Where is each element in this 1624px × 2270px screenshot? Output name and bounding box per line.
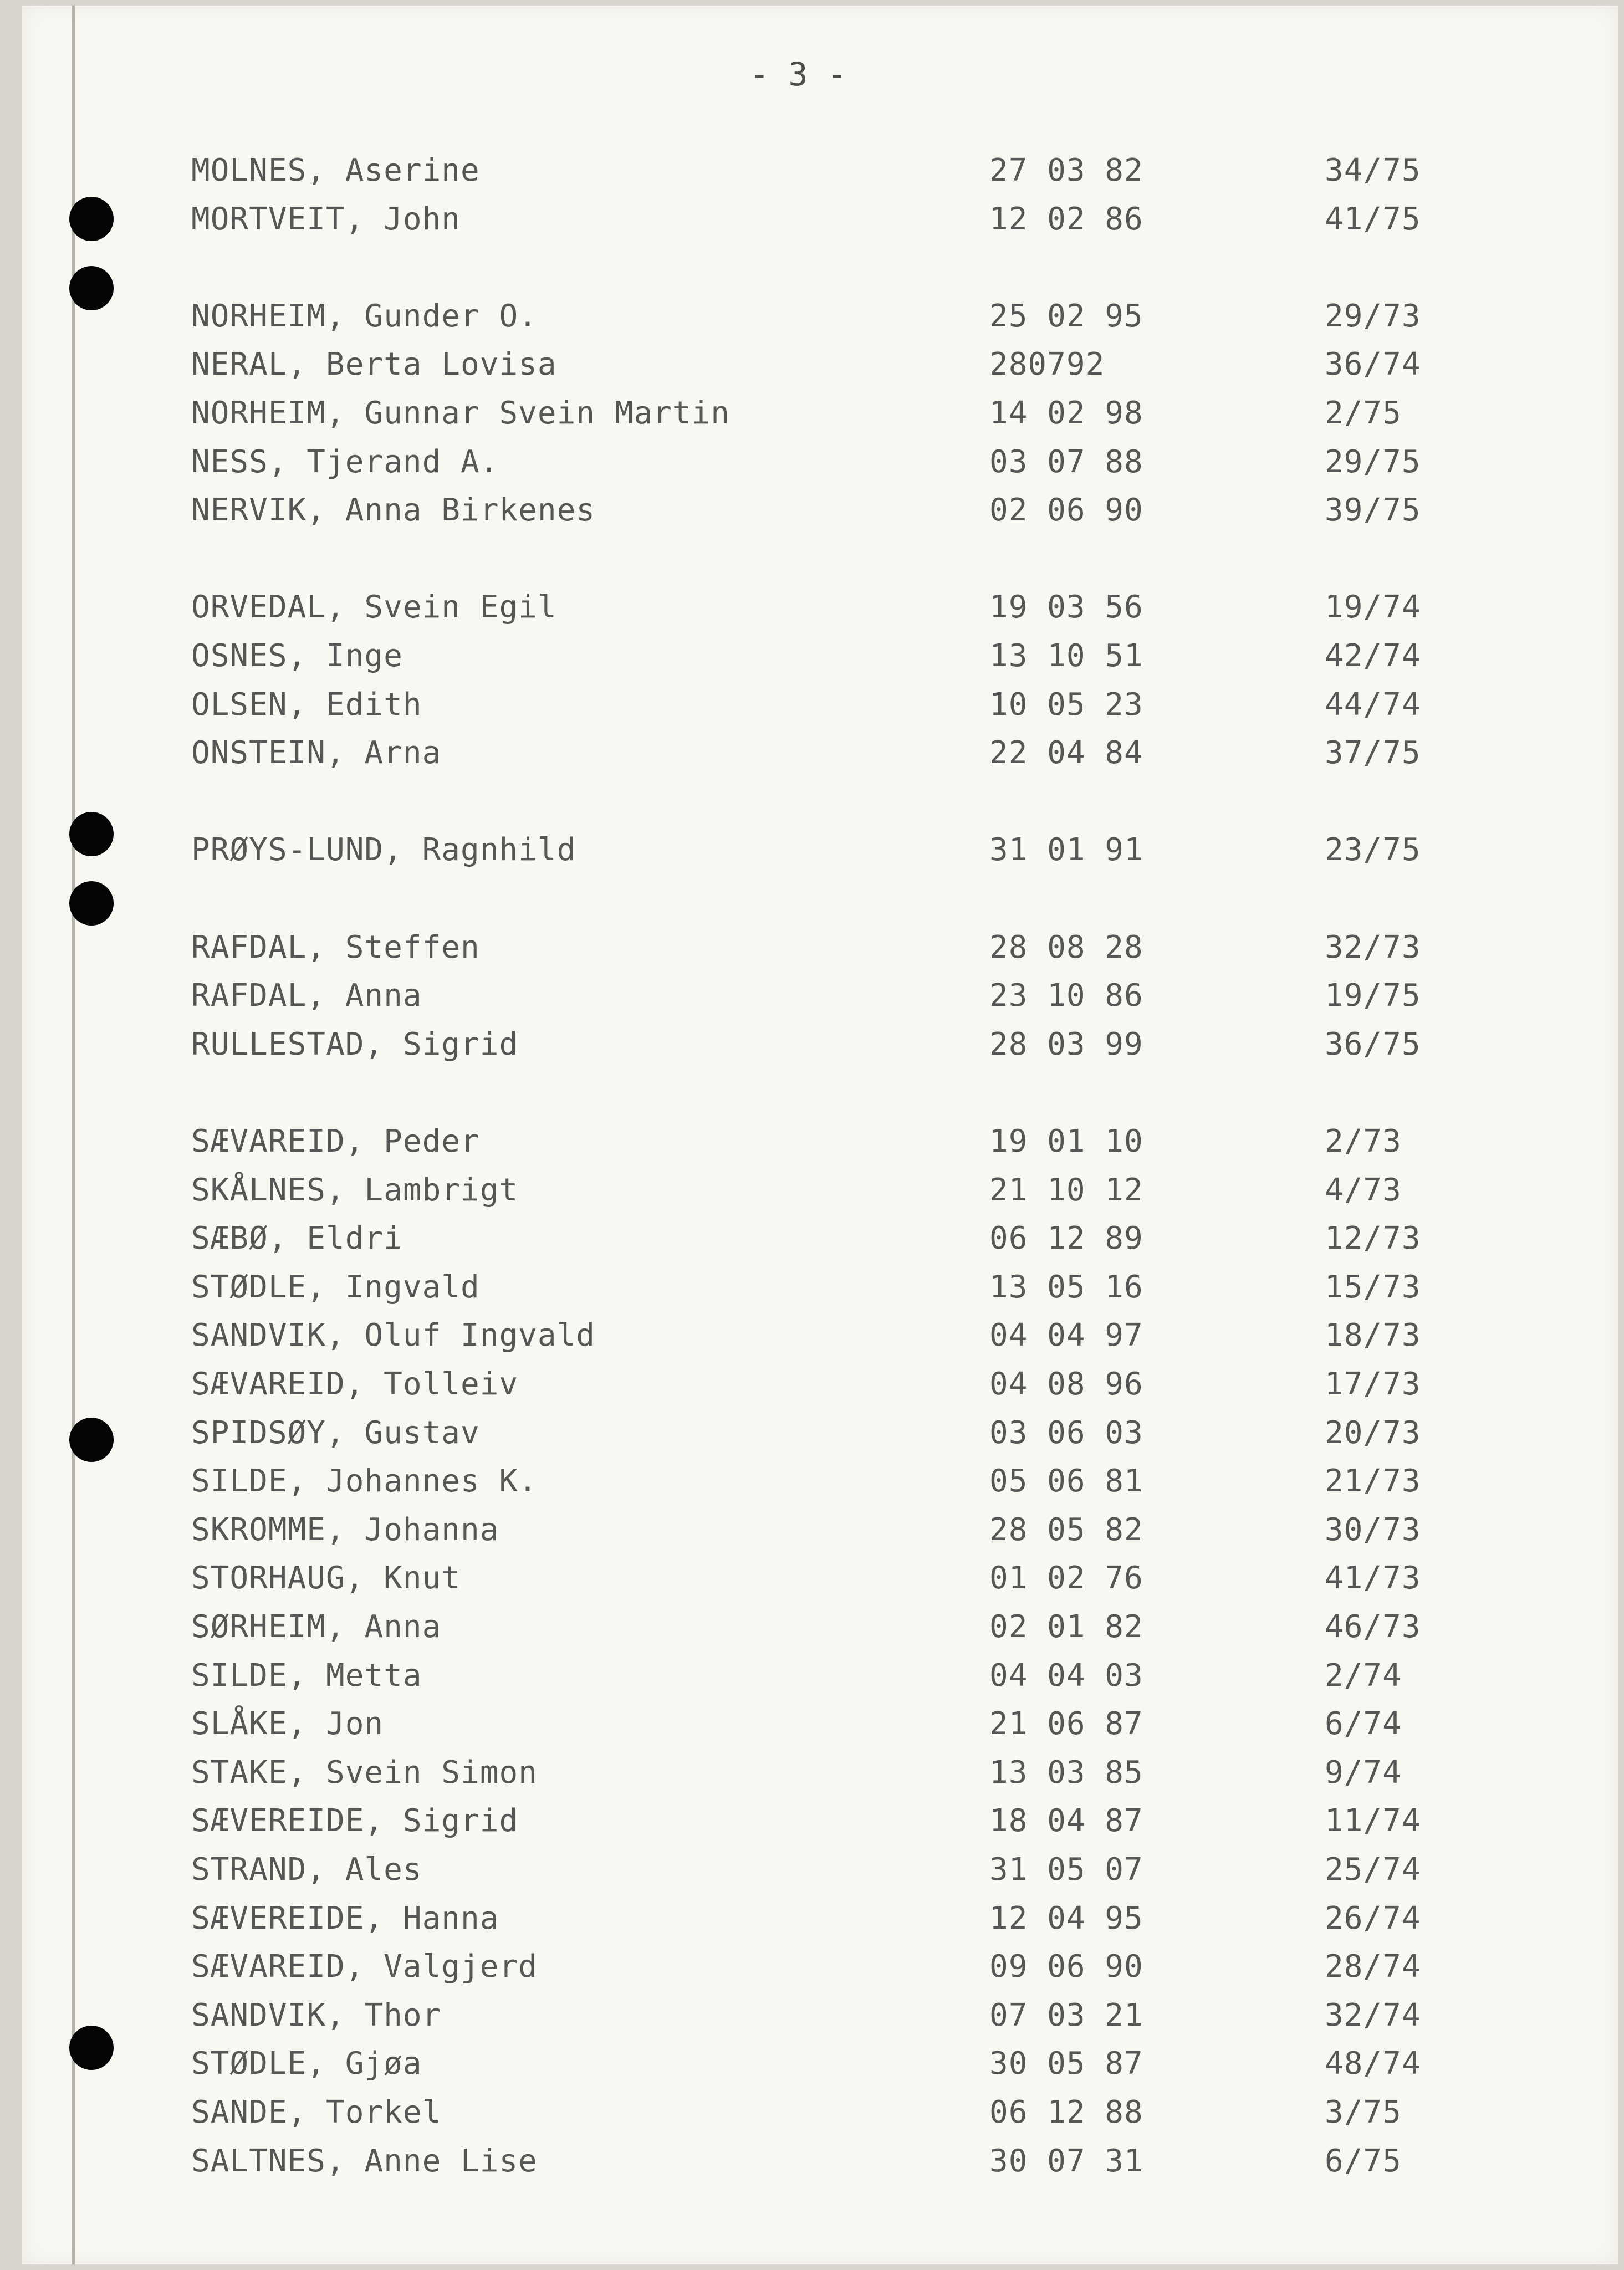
birth-date: 30 07 31 bbox=[989, 2143, 1143, 2179]
person-name: SÆVAREID, Tolleiv bbox=[191, 1366, 519, 1402]
birth-date: 21 10 12 bbox=[989, 1172, 1143, 1208]
list-item bbox=[22, 444, 1618, 488]
person-name: SALTNES, Anne Lise bbox=[191, 2143, 538, 2179]
list-item bbox=[22, 832, 1618, 876]
list-item bbox=[22, 1463, 1618, 1507]
list-item bbox=[22, 1609, 1618, 1653]
reference-number: 19/74 bbox=[1325, 589, 1421, 626]
person-name: SPIDSØY, Gustav bbox=[191, 1414, 480, 1451]
person-name: PRØYS-LUND, Ragnhild bbox=[191, 832, 576, 868]
list-item bbox=[22, 2046, 1618, 2090]
person-name: SÆVEREIDE, Hanna bbox=[191, 1900, 499, 1936]
reference-number: 41/75 bbox=[1325, 201, 1421, 237]
birth-date: 30 05 87 bbox=[989, 2046, 1143, 2082]
reference-number: 36/75 bbox=[1325, 1026, 1421, 1062]
reference-number: 2/73 bbox=[1325, 1123, 1402, 1159]
birth-date: 28 03 99 bbox=[989, 1026, 1143, 1062]
person-name: MORTVEIT, John bbox=[191, 201, 461, 237]
reference-number: 34/75 bbox=[1325, 152, 1421, 188]
list-item bbox=[22, 589, 1618, 633]
list-item bbox=[22, 638, 1618, 682]
reference-number: 25/74 bbox=[1325, 1852, 1421, 1888]
birth-date: 28 05 82 bbox=[989, 1511, 1143, 1548]
reference-number: 37/75 bbox=[1325, 735, 1421, 771]
person-name: SKÅLNES, Lambrigt bbox=[191, 1172, 519, 1208]
birth-date: 31 01 91 bbox=[989, 832, 1143, 868]
reference-number: 32/74 bbox=[1325, 1997, 1421, 2033]
list-item bbox=[22, 1658, 1618, 1702]
reference-number: 46/73 bbox=[1325, 1609, 1421, 1645]
list-item bbox=[22, 1997, 1618, 2042]
birth-date: 13 05 16 bbox=[989, 1269, 1143, 1305]
person-name: NERAL, Berta Lovisa bbox=[191, 346, 557, 383]
person-name: SÆVAREID, Peder bbox=[191, 1123, 480, 1159]
list-item bbox=[22, 2143, 1618, 2187]
reference-number: 15/73 bbox=[1325, 1269, 1421, 1305]
person-name: RAFDAL, Anna bbox=[191, 978, 422, 1014]
list-item bbox=[22, 1172, 1618, 1216]
person-name: ORVEDAL, Svein Egil bbox=[191, 589, 557, 626]
person-name: SANDE, Torkel bbox=[191, 2094, 442, 2130]
person-name: STØDLE, Gjøa bbox=[191, 2046, 422, 2082]
reference-number: 44/74 bbox=[1325, 686, 1421, 723]
reference-number: 18/73 bbox=[1325, 1317, 1421, 1354]
person-name: SKROMME, Johanna bbox=[191, 1511, 499, 1548]
list-item bbox=[22, 1415, 1618, 1459]
reference-number: 4/73 bbox=[1325, 1172, 1402, 1208]
birth-date: 31 05 07 bbox=[989, 1852, 1143, 1888]
register-list bbox=[22, 6, 1618, 2264]
list-item bbox=[22, 298, 1618, 342]
birth-date: 13 03 85 bbox=[989, 1754, 1143, 1791]
reference-number: 29/75 bbox=[1325, 443, 1421, 480]
person-name: RAFDAL, Steffen bbox=[191, 929, 480, 965]
list-item bbox=[22, 735, 1618, 779]
birth-date: 05 06 81 bbox=[989, 1463, 1143, 1500]
list-item bbox=[22, 687, 1618, 731]
birth-date: 12 04 95 bbox=[989, 1900, 1143, 1936]
person-name: NORHEIM, Gunder O. bbox=[191, 298, 538, 334]
person-name: SILDE, Johannes K. bbox=[191, 1463, 538, 1500]
reference-number: 3/75 bbox=[1325, 2094, 1402, 2130]
person-name: ONSTEIN, Arna bbox=[191, 735, 442, 771]
list-item bbox=[22, 929, 1618, 974]
person-name: OSNES, Inge bbox=[191, 638, 403, 674]
list-item bbox=[22, 1900, 1618, 1945]
list-item bbox=[22, 1706, 1618, 1750]
birth-date: 22 04 84 bbox=[989, 735, 1143, 771]
person-name: SØRHEIM, Anna bbox=[191, 1609, 442, 1645]
list-item bbox=[22, 152, 1618, 197]
birth-date: 02 06 90 bbox=[989, 492, 1143, 529]
birth-date: 19 03 56 bbox=[989, 589, 1143, 626]
list-item bbox=[22, 201, 1618, 246]
reference-number: 6/75 bbox=[1325, 2143, 1402, 2179]
person-name: SÆBØ, Eldri bbox=[191, 1220, 403, 1257]
reference-number: 29/73 bbox=[1325, 298, 1421, 334]
reference-number: 2/74 bbox=[1325, 1657, 1402, 1694]
list-item bbox=[22, 1512, 1618, 1556]
birth-date: 10 05 23 bbox=[989, 686, 1143, 723]
list-item bbox=[22, 1560, 1618, 1604]
list-item bbox=[22, 1317, 1618, 1362]
person-name: MOLNES, Aserine bbox=[191, 152, 480, 188]
reference-number: 41/73 bbox=[1325, 1560, 1421, 1597]
person-name: NERVIK, Anna Birkenes bbox=[191, 492, 596, 529]
person-name: SÆVEREIDE, Sigrid bbox=[191, 1803, 519, 1839]
person-name: SLÅKE, Jon bbox=[191, 1706, 384, 1742]
reference-number: 30/73 bbox=[1325, 1511, 1421, 1548]
list-item bbox=[22, 1755, 1618, 1799]
list-item bbox=[22, 2094, 1618, 2139]
page-number: - 3 - bbox=[749, 55, 847, 93]
reference-number: 48/74 bbox=[1325, 2046, 1421, 2082]
list-item bbox=[22, 1852, 1618, 1896]
list-item bbox=[22, 1803, 1618, 1847]
birth-date: 23 10 86 bbox=[989, 978, 1143, 1014]
birth-date: 14 02 98 bbox=[989, 395, 1143, 431]
birth-date: 04 08 96 bbox=[989, 1366, 1143, 1402]
list-item bbox=[22, 492, 1618, 536]
person-name: NORHEIM, Gunnar Svein Martin bbox=[191, 395, 731, 431]
list-item bbox=[22, 1123, 1618, 1168]
person-name: STAKE, Svein Simon bbox=[191, 1754, 538, 1791]
reference-number: 36/74 bbox=[1325, 346, 1421, 383]
birth-date: 19 01 10 bbox=[989, 1123, 1143, 1159]
reference-number: 23/75 bbox=[1325, 832, 1421, 868]
reference-number: 6/74 bbox=[1325, 1706, 1402, 1742]
reference-number: 12/73 bbox=[1325, 1220, 1421, 1257]
person-name: STORHAUG, Knut bbox=[191, 1560, 461, 1597]
list-item bbox=[22, 1366, 1618, 1410]
birth-date: 03 07 88 bbox=[989, 443, 1143, 480]
list-item bbox=[22, 1026, 1618, 1071]
person-name: STRAND, Ales bbox=[191, 1852, 422, 1888]
person-name: SANDVIK, Oluf Ingvald bbox=[191, 1317, 596, 1354]
birth-date: 28 08 28 bbox=[989, 929, 1143, 965]
birth-date: 13 10 51 bbox=[989, 638, 1143, 674]
reference-number: 39/75 bbox=[1325, 492, 1421, 529]
birth-date: 25 02 95 bbox=[989, 298, 1143, 334]
birth-date: 06 12 89 bbox=[989, 1220, 1143, 1257]
birth-date: 01 02 76 bbox=[989, 1560, 1143, 1597]
person-name: OLSEN, Edith bbox=[191, 686, 422, 723]
reference-number: 20/73 bbox=[1325, 1414, 1421, 1451]
reference-number: 42/74 bbox=[1325, 638, 1421, 674]
birth-date: 06 12 88 bbox=[989, 2094, 1143, 2130]
reference-number: 28/74 bbox=[1325, 1949, 1421, 1985]
list-item bbox=[22, 1220, 1618, 1265]
birth-date: 21 06 87 bbox=[989, 1706, 1143, 1742]
person-name: STØDLE, Ingvald bbox=[191, 1269, 480, 1305]
reference-number: 9/74 bbox=[1325, 1754, 1402, 1791]
document-page bbox=[22, 6, 1618, 2264]
list-item bbox=[22, 1949, 1618, 1993]
list-item bbox=[22, 395, 1618, 439]
birth-date: 07 03 21 bbox=[989, 1997, 1143, 2033]
birth-date: 12 02 86 bbox=[989, 201, 1143, 237]
reference-number: 19/75 bbox=[1325, 978, 1421, 1014]
birth-date: 04 04 03 bbox=[989, 1657, 1143, 1694]
list-item bbox=[22, 978, 1618, 1022]
birth-date: 280792 bbox=[989, 346, 1105, 383]
birth-date: 09 06 90 bbox=[989, 1949, 1143, 1985]
person-name: SILDE, Metta bbox=[191, 1657, 422, 1694]
birth-date: 18 04 87 bbox=[989, 1803, 1143, 1839]
reference-number: 32/73 bbox=[1325, 929, 1421, 965]
birth-date: 04 04 97 bbox=[989, 1317, 1143, 1354]
reference-number: 21/73 bbox=[1325, 1463, 1421, 1500]
person-name: RULLESTAD, Sigrid bbox=[191, 1026, 519, 1062]
reference-number: 26/74 bbox=[1325, 1900, 1421, 1936]
person-name: NESS, Tjerand A. bbox=[191, 443, 499, 480]
birth-date: 02 01 82 bbox=[989, 1609, 1143, 1645]
birth-date: 27 03 82 bbox=[989, 152, 1143, 188]
person-name: SANDVIK, Thor bbox=[191, 1997, 442, 2033]
reference-number: 2/75 bbox=[1325, 395, 1402, 431]
reference-number: 17/73 bbox=[1325, 1366, 1421, 1402]
person-name: SÆVAREID, Valgjerd bbox=[191, 1949, 538, 1985]
list-item bbox=[22, 1269, 1618, 1313]
list-item bbox=[22, 346, 1618, 391]
reference-number: 11/74 bbox=[1325, 1803, 1421, 1839]
birth-date: 03 06 03 bbox=[989, 1414, 1143, 1451]
